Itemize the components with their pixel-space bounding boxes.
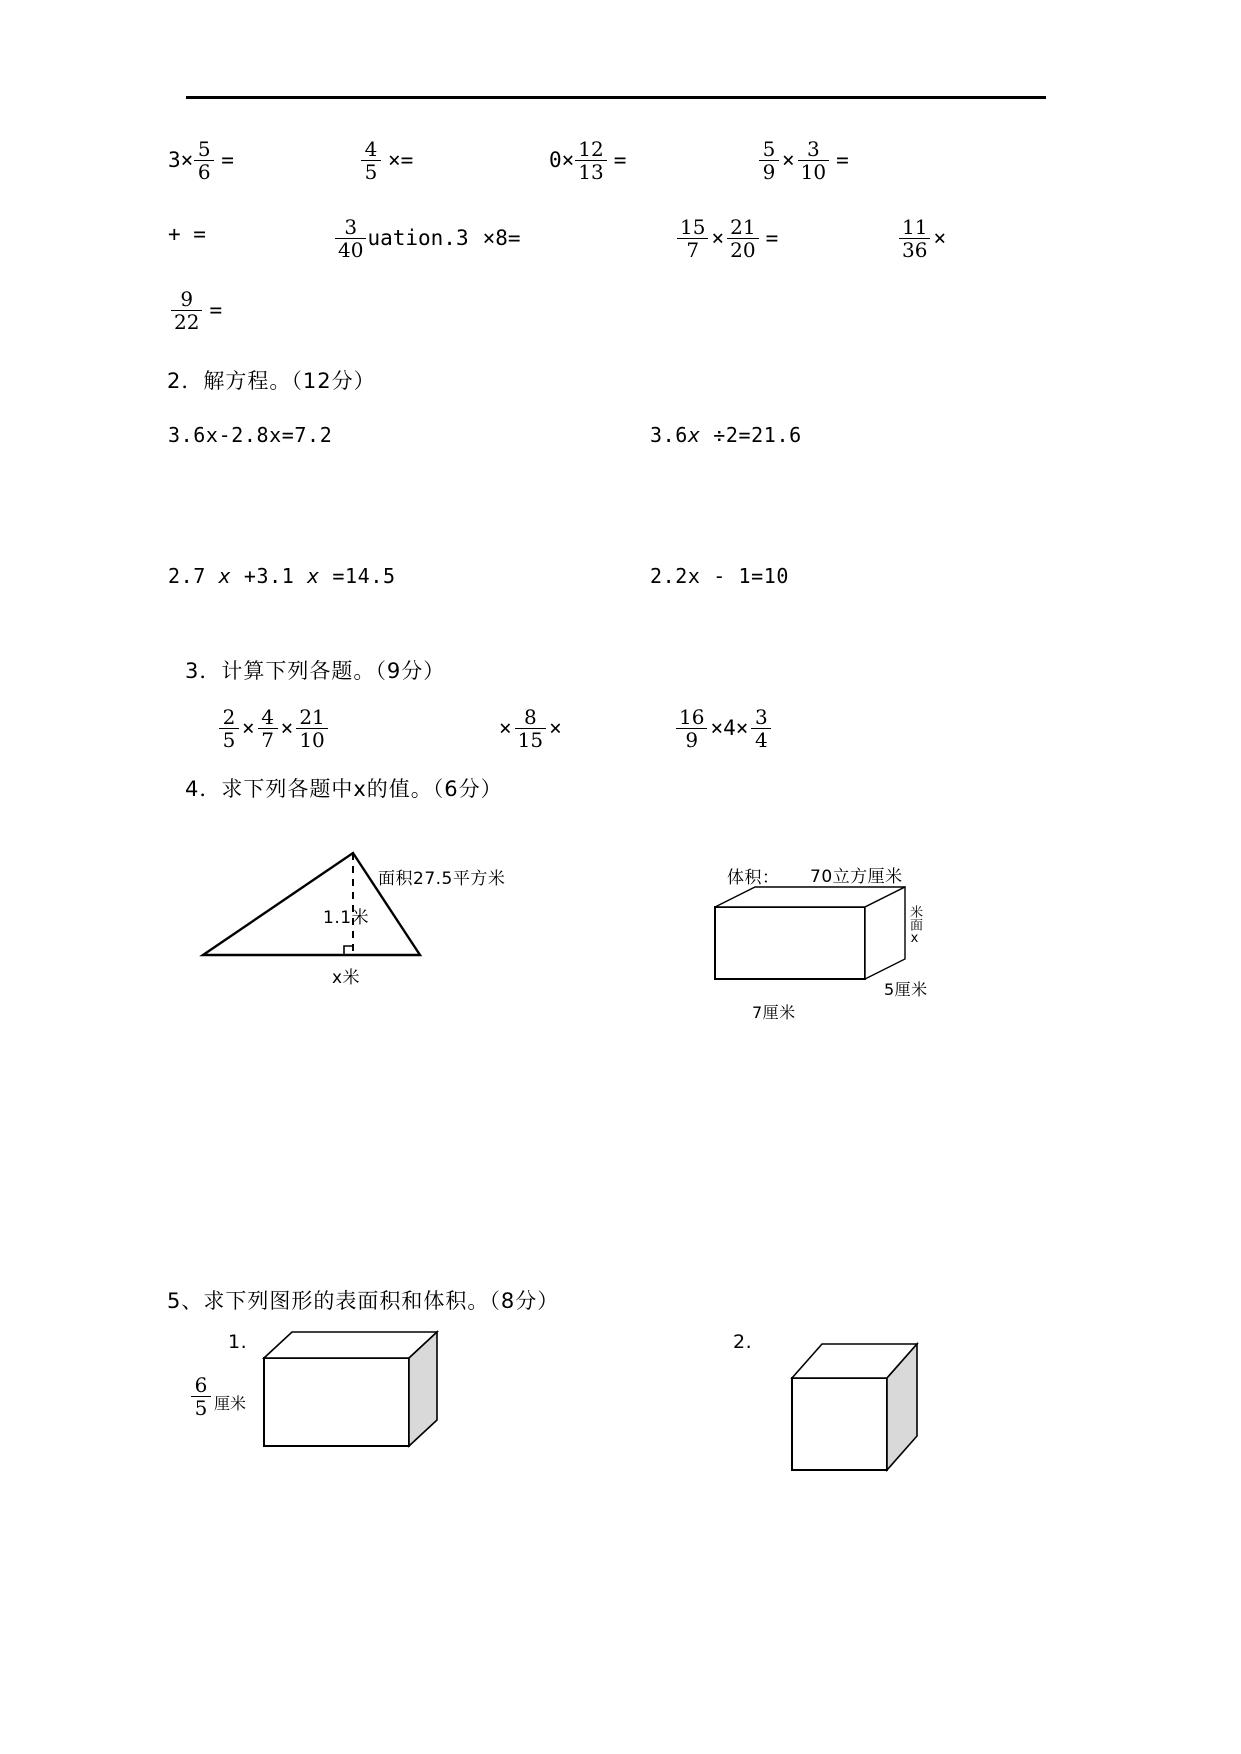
fraction-8-15 — [515, 707, 546, 751]
calc-item-3 — [675, 705, 772, 753]
fraction-denominator: 13 — [578, 160, 604, 185]
fraction-denominator: 5 — [194, 1396, 208, 1421]
expr-1-4-tail: = — [836, 147, 849, 172]
equation-3-var1: x — [218, 564, 232, 588]
triangle-base-label: x米 — [332, 968, 361, 988]
expr-1-1-lead: 3× — [168, 147, 194, 172]
expr-3-1-tail: = — [209, 297, 223, 322]
fraction-numerator: 15 — [680, 215, 706, 239]
equation-4: 2.2x - 1=10 — [650, 564, 790, 588]
figure-1-unit: 厘米 — [214, 1393, 247, 1413]
fraction-denominator: 5 — [222, 728, 236, 753]
fraction-numerator: 5 — [762, 137, 776, 161]
expr-2-2 — [334, 215, 521, 263]
calc-2-tail: × — [549, 715, 562, 740]
fraction-denominator: 9 — [762, 160, 776, 185]
expr-1-2-tail: ×= — [388, 147, 414, 172]
expr-1-4 — [758, 137, 849, 185]
fraction-denominator: 10 — [299, 728, 325, 753]
cuboid-depth-label: 米面x — [907, 905, 922, 946]
equation-2 — [650, 423, 802, 447]
triangle-figure — [195, 845, 545, 965]
expr-2-4-tail: × — [933, 225, 947, 250]
expr-1-3-tail: = — [613, 147, 627, 172]
fraction-numerator: 6 — [194, 1373, 208, 1397]
expr-2-3-mid: × — [711, 225, 725, 250]
fraction-numerator: 3 — [344, 215, 358, 239]
fraction-16-9 — [676, 707, 707, 751]
expr-2-4 — [898, 215, 948, 263]
calc-item-1 — [218, 705, 329, 753]
expr-1-3 — [549, 137, 627, 185]
fraction-numerator: 3 — [755, 705, 768, 729]
fraction-numerator: 3 — [807, 137, 820, 161]
expr-2-1-text: + = — [168, 222, 206, 246]
section-2-heading: 2．解方程。（12分） — [167, 369, 376, 393]
equation-3-var2: x — [307, 564, 320, 588]
fraction-9-22 — [171, 289, 202, 333]
expr-2-1 — [168, 222, 206, 246]
fraction-numerator: 12 — [578, 137, 604, 161]
fraction-denominator: 15 — [517, 728, 544, 753]
expr-1-2 — [360, 137, 414, 185]
fraction-21-10 — [296, 707, 327, 751]
fraction-denominator: 7 — [686, 238, 700, 263]
fraction-numerator: 11 — [902, 215, 928, 239]
cuboid-volume-prefix: 体积： — [727, 868, 780, 888]
fraction-numerator: 8 — [524, 705, 537, 729]
section-5-heading: 5、求下列图形的表面积和体积。（8分） — [167, 1289, 560, 1313]
fraction-denominator: 4 — [755, 728, 768, 753]
expr-2-2-tail: ×8= — [482, 225, 521, 250]
section-4-heading: 4．求下列各题中x的值。（6分） — [185, 777, 503, 801]
calc-item-2 — [497, 705, 564, 753]
fraction-denominator: 36 — [902, 238, 928, 263]
expr-2-3-tail: = — [765, 225, 779, 250]
header-rule — [186, 96, 1046, 99]
fraction-numerator: 2 — [222, 705, 236, 729]
expr-2-3 — [676, 215, 779, 263]
calc-2-lead: × — [499, 715, 512, 740]
figure-1-number: 1. — [228, 1331, 248, 1353]
equation-3-c: =14.5 — [319, 564, 396, 588]
fraction-21-20 — [727, 217, 758, 261]
fraction-4-5 — [361, 139, 381, 183]
fraction-5-6 — [194, 139, 214, 183]
expr-3-1 — [170, 287, 223, 335]
equation-2-prefix: 3.6 — [650, 423, 688, 447]
figure-1-dimension-label — [190, 1373, 247, 1421]
fraction-numerator: 4 — [261, 705, 275, 729]
fraction-numerator: 21 — [299, 705, 325, 729]
expr-1-4-mid: × — [782, 147, 795, 172]
fraction-3-4 — [751, 707, 771, 751]
fraction-numerator: 9 — [180, 287, 194, 311]
fraction-4-7 — [258, 707, 278, 751]
fraction-3-40 — [335, 217, 366, 261]
fraction-11-36 — [899, 217, 930, 261]
fraction-denominator: 10 — [800, 160, 827, 185]
expr-1-1 — [168, 137, 234, 185]
figure-1-cuboid — [262, 1330, 462, 1455]
figure-2-number: 2. — [733, 1331, 753, 1353]
triangle-area-label: 面积27.5平方米 — [378, 869, 506, 889]
fraction-3-10 — [798, 139, 829, 183]
cuboid-front-label: 7厘米 — [752, 1003, 796, 1022]
fraction-numerator: 5 — [197, 137, 211, 161]
fraction-15-7 — [677, 217, 708, 261]
equation-1: 3.6x-2.8x=7.2 — [168, 423, 333, 447]
fraction-denominator: 22 — [174, 310, 200, 335]
cuboid-volume-value: 70立方厘米 — [810, 867, 903, 887]
calc-1-op2: × — [280, 715, 294, 740]
fraction-numerator: 16 — [679, 705, 705, 729]
figure-2-cube — [790, 1342, 950, 1477]
expr-2-2-text: uation.3 — [367, 225, 469, 250]
fraction-denominator: 40 — [338, 238, 364, 263]
calc-3-op1: ×4× — [710, 715, 749, 740]
equation-2-var: x — [687, 423, 701, 447]
cuboid-side-label: 5厘米 — [884, 980, 928, 999]
expr-1-1-tail: = — [221, 147, 234, 172]
fraction-denominator: 9 — [685, 728, 699, 753]
calc-1-op1: × — [242, 715, 255, 740]
fraction-denominator: 20 — [730, 238, 756, 263]
fraction-denominator: 6 — [197, 160, 211, 185]
fraction-12-13 — [575, 139, 606, 183]
fraction-numerator: 21 — [730, 215, 756, 239]
equation-3 — [168, 564, 396, 588]
fraction-numerator: 4 — [364, 137, 378, 161]
fraction-2-5 — [219, 707, 239, 751]
equation-3-b: +3.1 — [231, 564, 308, 588]
section-3-heading: 3．计算下列各题。（9分） — [185, 659, 446, 683]
fraction-6-5 — [191, 1375, 211, 1419]
expr-1-3-lead: 0× — [549, 147, 575, 172]
fraction-denominator: 7 — [261, 728, 275, 753]
fraction-denominator: 5 — [364, 160, 378, 185]
fraction-5-9 — [759, 139, 779, 183]
equation-2-suffix: ÷2=21.6 — [700, 423, 802, 447]
equation-3-a: 2.7 — [168, 564, 219, 588]
triangle-height-label: 1.1米 — [323, 908, 370, 928]
